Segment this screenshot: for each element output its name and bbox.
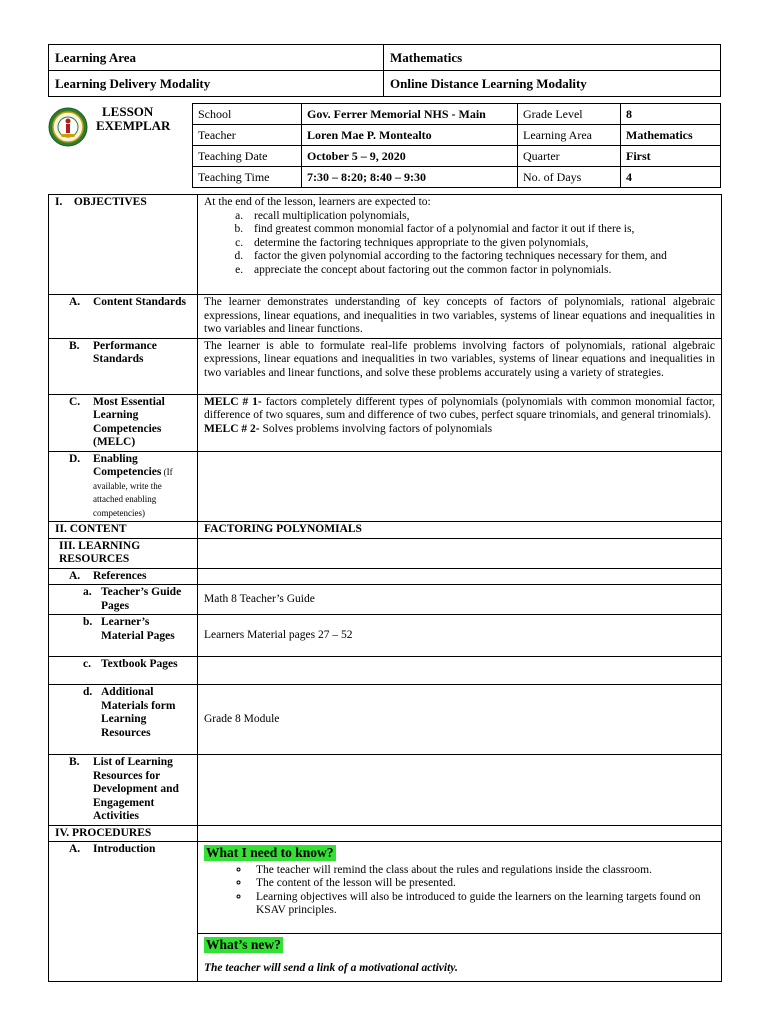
content-standards-text: The learner demonstrates understanding of key concepts of factors of polynomials, rational algebraic expressions, linear equations, and inequalities in two variables, systems of linear equations and inequalities in two variables and linear functions. <box>198 295 722 339</box>
content-standards-label <box>49 295 198 339</box>
objectives-intro: At the end of the lesson, learners are expected to: <box>204 196 431 208</box>
title-line-2: EXEMPLAR <box>96 118 171 133</box>
melc-1 <box>204 396 715 423</box>
teachers-guide-key: a. <box>83 586 92 598</box>
days-label: No. of Days <box>518 167 621 188</box>
lesson-exemplar-title <box>96 105 170 133</box>
grade-value: 8 <box>621 104 721 125</box>
modality-value: Online Distance Learning Modality <box>384 71 721 97</box>
learning-resources-content <box>198 538 722 568</box>
modality-table <box>48 44 721 97</box>
melc-content <box>198 394 722 451</box>
whats-new-text: The teacher will send a link of a motivational activity. <box>204 961 458 974</box>
content-standards-key: A. <box>69 296 81 308</box>
school-seal-icon <box>48 107 88 147</box>
procedures-row <box>49 825 722 842</box>
resource-list-content <box>198 755 722 826</box>
objectives-num: I. <box>55 196 63 208</box>
melc-label <box>49 394 198 451</box>
teacher-value: Loren Mae P. Montealto <box>302 125 518 146</box>
introduction-row <box>49 842 722 934</box>
title-line-1: LESSON <box>102 104 154 119</box>
enabling-label <box>49 451 198 522</box>
lesson-plan-table <box>48 194 722 982</box>
learning-resources-label: III. LEARNING RESOURCES <box>49 538 198 568</box>
need-to-know-item: ◦ The content of the lesson will be presented. <box>250 877 715 891</box>
enabling-note: available, write the attached enabling competencies) <box>93 480 162 518</box>
learners-material-key: b. <box>83 616 93 628</box>
whats-new-heading: What’s new? <box>206 937 281 952</box>
textbook-title: Textbook Pages <box>101 658 178 670</box>
textbook-value <box>198 657 722 685</box>
objective-item: e. appreciate the concept about factoring out the common factor in polynomials. <box>246 264 715 278</box>
performance-standards-row <box>49 338 722 394</box>
area-value: Mathematics <box>621 125 721 146</box>
objective-item: a. recall multiplication polynomials, <box>246 210 715 224</box>
procedures-label: IV. PROCEDURES <box>49 825 198 842</box>
melc-row <box>49 394 722 451</box>
performance-standards-title: Performance Standards <box>93 339 157 365</box>
performance-standards-text: The learner is able to formulate real-life problems involving factors of polynomials, rational algebraic expressions, linear equations and inequalities in two variables, systems of linear equations and inequalities in two variables and linear functions, and solve these problems accurately using a variety of strategies. <box>198 338 722 394</box>
references-label <box>49 568 198 585</box>
whats-new-section <box>198 934 722 982</box>
references-title: References <box>93 569 147 582</box>
need-to-know-list <box>204 864 715 918</box>
performance-standards-label <box>49 338 198 394</box>
content-standards-row <box>49 295 722 339</box>
date-label: Teaching Date <box>193 146 302 167</box>
learners-material-label <box>49 615 198 657</box>
objectives-label <box>49 195 198 295</box>
objective-item: c. determine the factoring techniques appropriate to the given polynomials, <box>246 237 715 251</box>
learning-area-value: Mathematics <box>384 45 721 71</box>
references-content <box>198 568 722 585</box>
resource-list-label <box>49 755 198 826</box>
time-label: Teaching Time <box>193 167 302 188</box>
time-value: 7:30 – 8:20; 8:40 – 9:30 <box>302 167 518 188</box>
melc-2 <box>204 423 715 437</box>
enabling-row <box>49 451 722 522</box>
date-value: October 5 – 9, 2020 <box>302 146 518 167</box>
content-row <box>49 522 722 539</box>
learners-material-row <box>49 615 722 657</box>
objective-item: b. find greatest common monomial factor of a polynomial and factor it out if there is, <box>246 223 715 237</box>
school-label: School <box>193 104 302 125</box>
objectives-list <box>204 210 715 278</box>
grade-label: Grade Level <box>518 104 621 125</box>
lesson-header <box>44 103 721 187</box>
procedures-content <box>198 825 722 842</box>
melc-1-tag: MELC # 1- <box>204 395 262 408</box>
school-value: Gov. Ferrer Memorial NHS - Main <box>302 104 518 125</box>
teachers-guide-row <box>49 585 722 615</box>
need-to-know-section <box>198 842 722 934</box>
teachers-guide-label <box>49 585 198 615</box>
content-label: II. CONTENT <box>49 522 198 539</box>
additional-materials-key: d. <box>83 686 93 698</box>
enabling-content <box>198 451 722 522</box>
need-to-know-item: ◦ The teacher will remind the class about the rules and regulations inside the classroom. <box>250 864 715 878</box>
content-standards-title: Content Standards <box>93 296 186 308</box>
teacher-label: Teacher <box>193 125 302 146</box>
enabling-title: Enabling Competencies <box>93 452 162 478</box>
learners-material-title: Learner’s Material Pages <box>101 616 175 642</box>
lesson-info-table <box>192 103 721 188</box>
need-to-know-heading: What I need to know? <box>206 845 334 860</box>
area-label: Learning Area <box>518 125 621 146</box>
objectives-title: OBJECTIVES <box>73 196 147 208</box>
objectives-row <box>49 195 722 295</box>
teachers-guide-title: Teacher’s Guide Pages <box>101 586 182 612</box>
textbook-label <box>49 657 198 685</box>
melc-2-text: Solves problems involving factors of polynomials <box>259 422 493 435</box>
objective-item: d. factor the given polynomial according to the factoring techniques necessary for them, and <box>246 250 715 264</box>
content-value: FACTORING POLYNOMIALS <box>198 522 722 539</box>
additional-materials-label <box>49 685 198 755</box>
resource-list-row <box>49 755 722 826</box>
additional-materials-value: Grade 8 Module <box>198 685 722 755</box>
header-logo-area <box>44 103 192 187</box>
days-value: 4 <box>621 167 721 188</box>
melc-key: C. <box>69 395 81 408</box>
resource-list-key: B. <box>69 756 80 768</box>
introduction-key: A. <box>69 843 81 855</box>
introduction-label <box>49 842 198 982</box>
references-row <box>49 568 722 585</box>
need-to-know-item: ◦ Learning objectives will also be introduced to guide the learners on the learning targets found on KSAV principles. <box>250 891 715 918</box>
teachers-guide-value: Math 8 Teacher’s Guide <box>198 585 722 615</box>
performance-standards-key: B. <box>69 339 80 352</box>
additional-materials-row <box>49 685 722 755</box>
modality-label: Learning Delivery Modality <box>49 71 384 97</box>
enabling-note-inline: (If <box>161 467 173 477</box>
learning-resources-row <box>49 538 722 568</box>
melc-2-tag: MELC # 2- <box>204 422 260 435</box>
melc-1-text: factors completely different types of polynomials (polynomials with common monomial factor, difference of two squares, sum and difference of two cubes, perfect square trinomials, and general trinomials). <box>204 395 715 421</box>
learning-area-label: Learning Area <box>49 45 384 71</box>
objectives-content <box>198 195 722 295</box>
enabling-key: D. <box>69 452 81 465</box>
textbook-key: c. <box>83 658 91 670</box>
resource-list-title: List of Learning Resources for Development and Engagement Activities <box>93 756 179 822</box>
melc-title: Most Essential Learning Competencies (MELC) <box>93 395 165 448</box>
learners-material-value: Learners Material pages 27 – 52 <box>198 615 722 657</box>
introduction-title: Introduction <box>93 843 156 855</box>
references-key: A. <box>69 569 81 582</box>
textbook-row <box>49 657 722 685</box>
quarter-value: First <box>621 146 721 167</box>
quarter-label: Quarter <box>518 146 621 167</box>
additional-materials-title: Additional Materials form Learning Resources <box>101 686 176 739</box>
